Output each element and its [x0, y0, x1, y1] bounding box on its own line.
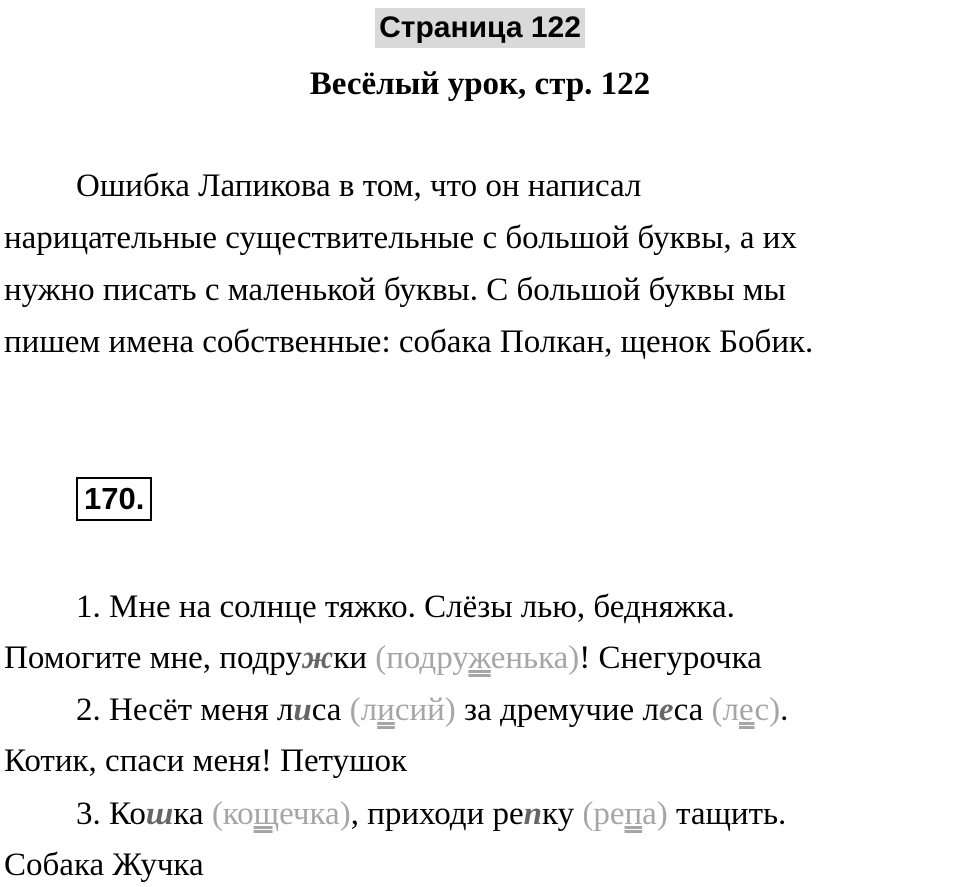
hint-part: с): [754, 692, 781, 728]
text-part: 2. Несёт меня л: [76, 692, 294, 728]
page-title-wrap: [0, 8, 960, 48]
answer-line-4: пишем имена собственные: собака Полкан, щенок Бобик.: [4, 324, 814, 360]
text-part: ка: [173, 796, 212, 832]
exercise-number-suffix: .: [135, 481, 145, 516]
hint-part: енька): [490, 640, 580, 676]
hint-part: ечка): [279, 796, 351, 832]
hint-part: (ко: [211, 796, 254, 832]
text-part: , приходи ре: [350, 796, 524, 832]
item3-line-2: Собака Жучка: [4, 847, 204, 883]
text-part: за дремучие л: [455, 692, 659, 728]
text-part: Помогите мне, подру: [4, 640, 302, 676]
hint-part: сий): [394, 692, 456, 728]
answer-line-1: Ошибка Лапикова в том, что он написал: [76, 168, 642, 204]
exercise-number-box: [76, 477, 152, 521]
item2-line-2: Котик, спаси меня! Петушок: [4, 743, 408, 779]
hint-part: (л: [711, 692, 739, 728]
hint-part: (л: [349, 692, 378, 728]
highlighted-letter: ш: [145, 796, 174, 832]
answer-line-2: нарицательные существительные с большой буквы, а их: [4, 220, 797, 256]
hint-part: (ре: [582, 796, 625, 832]
highlighted-letter: е: [658, 692, 674, 728]
highlighted-letter: и: [293, 692, 312, 728]
hint-underlined-letter: е: [738, 692, 755, 728]
hint-underlined-letter: ж: [468, 640, 491, 676]
check-word: [712, 692, 781, 728]
hint-underlined-letter: и: [377, 692, 395, 728]
check-word: [582, 796, 667, 832]
exercise-number-value: 170: [84, 481, 136, 516]
hint-underlined-letter: п: [624, 796, 643, 832]
item1-line-2: [4, 636, 762, 680]
item2-line-1: [76, 688, 788, 732]
text-part: ! Снегурочка: [579, 640, 762, 676]
text-part: ку: [542, 796, 583, 832]
answer-line-3: нужно писать с маленькой буквы. С большой буквы мы: [4, 272, 786, 308]
item1-line-1: 1. Мне на солнце тяжко. Слёзы лью, бедняжка.: [76, 589, 735, 625]
hint-underlined-letter: щ: [253, 796, 280, 832]
hint-part: (подру: [375, 640, 469, 676]
page-title: Страница 122: [375, 8, 585, 48]
text-part: тащить.: [667, 796, 787, 832]
text-part: .: [780, 692, 789, 728]
text-part: са: [311, 692, 350, 728]
text-part: ки: [333, 640, 376, 676]
text-part: са: [673, 692, 712, 728]
text-part: 3. Ко: [76, 796, 146, 832]
check-word: [375, 640, 579, 676]
highlighted-letter: ж: [301, 640, 334, 676]
check-word: [350, 692, 456, 728]
item3-line-1: [76, 792, 786, 836]
exercise-number: [76, 477, 152, 521]
check-word: [212, 796, 351, 832]
hint-part: а): [642, 796, 668, 832]
highlighted-letter: п: [523, 796, 543, 832]
lesson-subtitle: Весёлый урок, стр. 122: [309, 66, 651, 102]
